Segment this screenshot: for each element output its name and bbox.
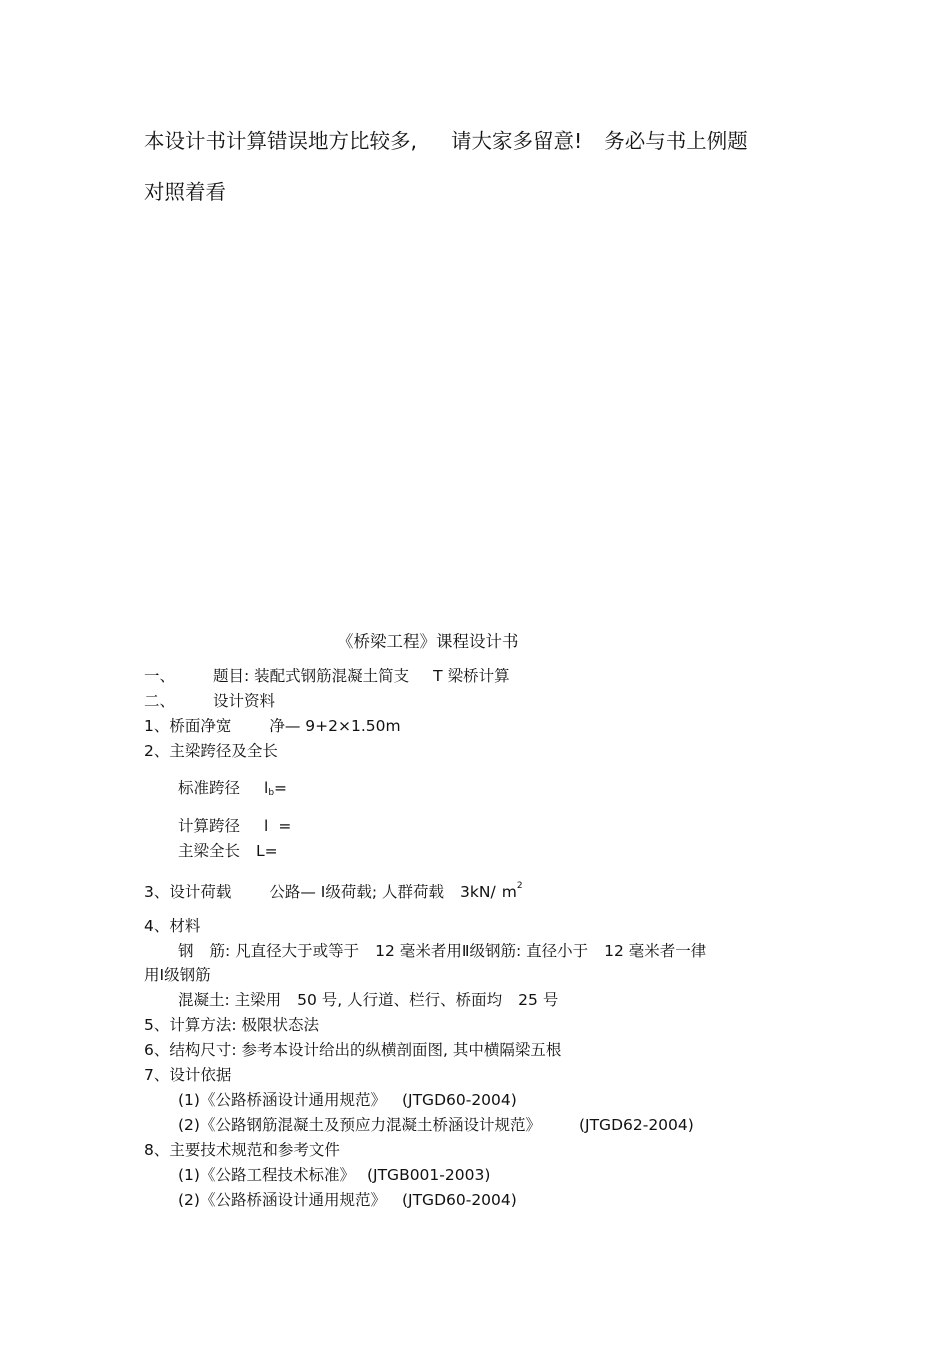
steel-p2: 筋: 凡直径大于或等于	[209, 942, 360, 960]
steel-p1: 钢	[178, 942, 194, 960]
item-4: 4、材料	[144, 917, 201, 935]
section-2-label: 设计资料	[213, 692, 276, 710]
section-1-label-2: T 梁桥计算	[433, 667, 510, 685]
item-2: 2、主梁跨径及全长	[144, 742, 278, 760]
span-total-label: 主梁全长	[178, 842, 241, 860]
span-total-symbol: L=	[256, 842, 278, 860]
ref-7-2-code: (JTGD62-2004)	[578, 1116, 694, 1134]
span-calc-symbol: l	[264, 817, 269, 835]
steel-p3: 12 毫米者用Ⅱ级钢筋: 直径小于	[375, 942, 589, 960]
ref-8-1-code: (JTGB001-2003)	[366, 1166, 491, 1184]
concrete-p1: 混凝土: 主梁用	[178, 991, 282, 1009]
section-2	[144, 694, 275, 710]
notice-part-3: 务必与书上例题	[604, 129, 748, 153]
item-8: 8、主要技术规范和参考文件	[144, 1141, 340, 1159]
ref-8-2-name: (2)《公路桥涵设计通用规范》	[178, 1191, 386, 1209]
item-1-label: 1、桥面净宽	[144, 717, 232, 735]
item-3-slash: ∕	[490, 883, 496, 901]
notice-line-2: 对照着看	[144, 180, 226, 204]
span-total	[178, 844, 278, 860]
notice-part-1: 本设计书计算错误地方比较多,	[144, 129, 418, 153]
steel-spec-cont: 用Ⅰ级钢筋	[144, 966, 211, 984]
span-calc-label: 计算跨径	[178, 817, 241, 835]
section-1-label: 题目: 装配式钢筋混凝土简支	[213, 667, 410, 685]
item-3	[144, 882, 523, 901]
section-2-num: 二、	[144, 692, 176, 710]
item-1-value: 净— 9+2×1.50m	[269, 717, 401, 735]
ref-8-2-code: (JTGD60-2004)	[401, 1191, 517, 1209]
ref-7-1-code: (JTGD60-2004)	[401, 1091, 517, 1109]
item-3-label: 3、设计荷载	[144, 883, 232, 901]
item-3-unit: m	[501, 883, 517, 901]
span-calc-eq: =	[278, 817, 292, 835]
ref-7-1	[178, 1093, 517, 1109]
ref-8-2	[178, 1193, 517, 1209]
section-1-num: 一、	[144, 667, 176, 685]
ref-7-1-name: (1)《公路桥涵设计通用规范》	[178, 1091, 386, 1109]
section-1	[144, 669, 510, 685]
item-6: 6、结构尺寸: 参考本设计给出的纵横剖面图, 其中横隔梁五根	[144, 1041, 562, 1059]
span-standard-label: 标准跨径	[178, 779, 241, 797]
item-7: 7、设计依据	[144, 1066, 232, 1084]
ref-7-2	[178, 1118, 694, 1134]
ref-8-1-name: (1)《公路工程技术标准》	[178, 1166, 355, 1184]
item-3-value: 3kN	[460, 883, 491, 901]
item-3-exp: 2	[516, 881, 523, 891]
concrete-p2: 50 号, 人行道、栏行、桥面均	[297, 991, 503, 1009]
steel-p4: 12 毫米者一律	[604, 942, 707, 960]
item-5: 5、计算方法: 极限状态法	[144, 1016, 320, 1034]
ref-7-2-name: (2)《公路钢筋混凝土及预应力混凝土桥涵设计规范》	[178, 1116, 541, 1134]
steel-spec	[178, 944, 706, 960]
span-standard-eq: =	[274, 779, 288, 797]
item-1	[144, 719, 401, 735]
span-standard-symbol: l	[264, 779, 269, 797]
item-3-load: 公路— Ⅰ级荷载; 人群荷载	[269, 883, 445, 901]
span-standard	[178, 781, 287, 798]
concrete-p3: 25 号	[518, 991, 559, 1009]
concrete-spec	[178, 993, 558, 1009]
span-calc	[178, 819, 291, 835]
doc-title: 《桥梁工程》课程设计书	[337, 632, 519, 651]
span-standard-sub: b	[268, 788, 275, 798]
notice-line-1	[144, 131, 748, 152]
ref-8-1	[178, 1168, 490, 1184]
notice-part-2: 请大家多留意!	[451, 129, 583, 153]
